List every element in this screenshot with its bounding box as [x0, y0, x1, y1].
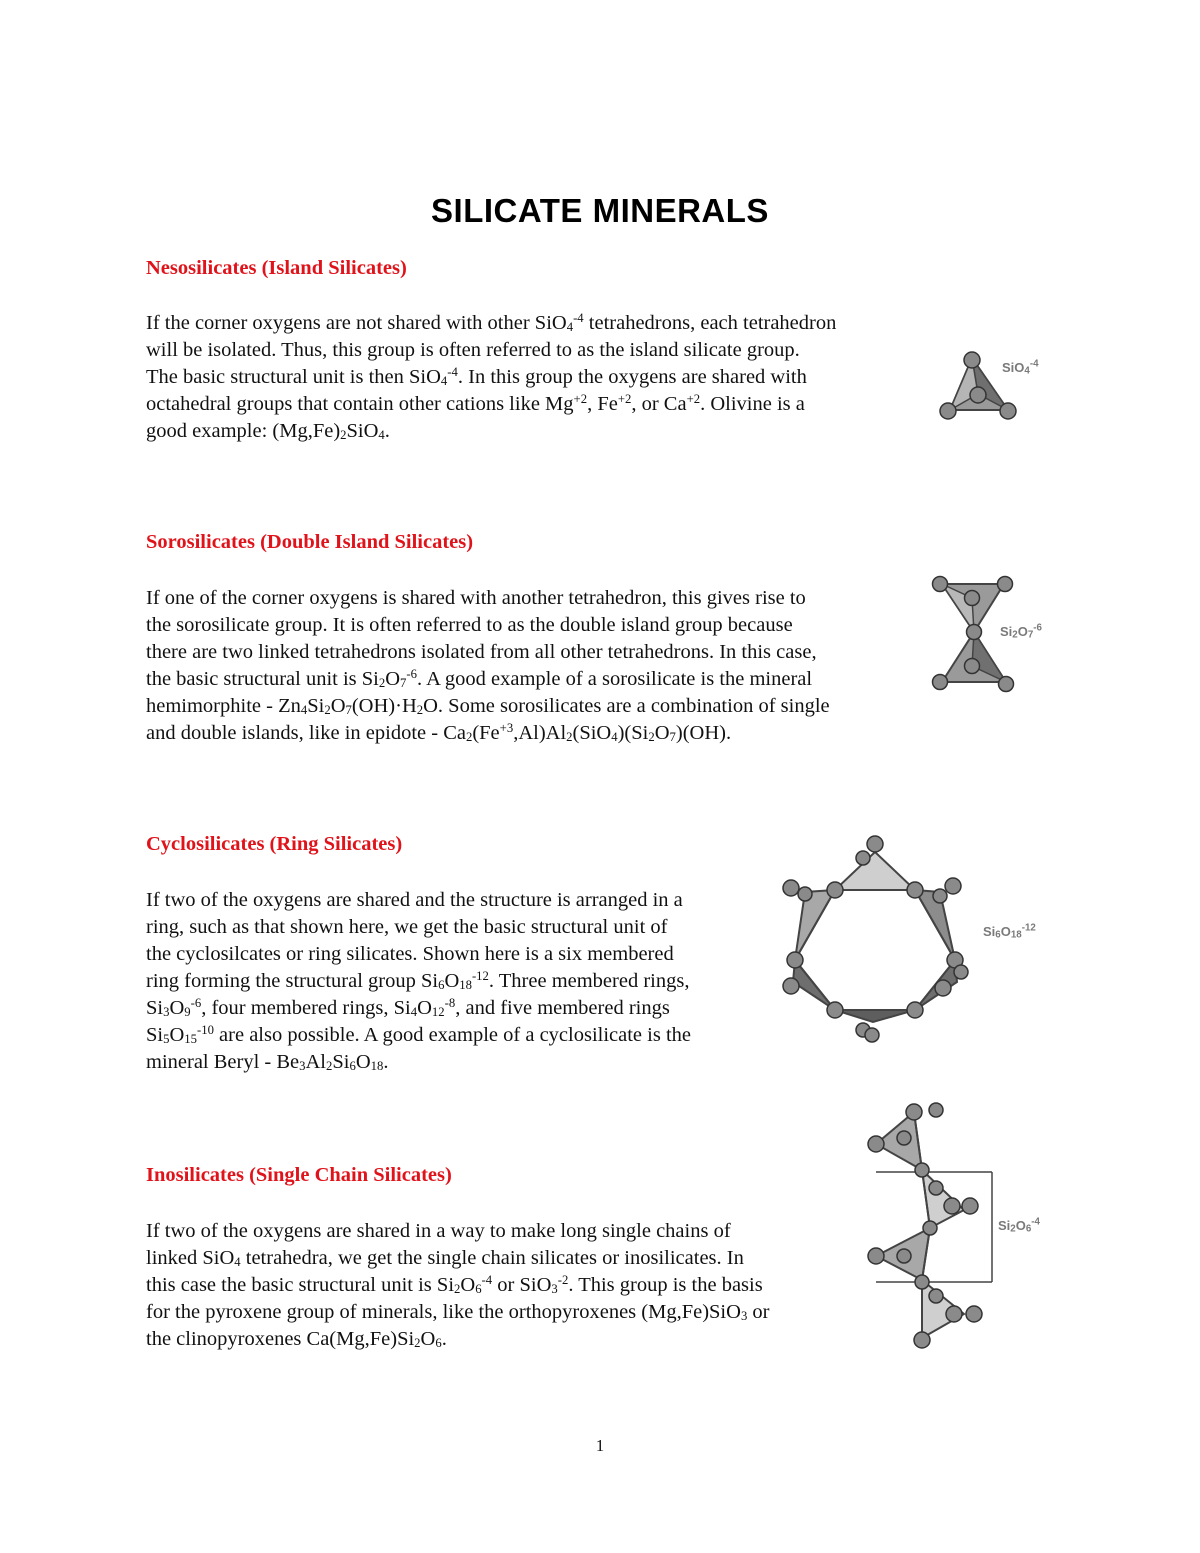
paragraph-line: linked SiO$_4$ tetrahedra, we get the single chain silicates or inosilicates. In — [146, 1247, 744, 1269]
si2o7-formula-label: $Si_2O_7^{-6}$ — [1000, 622, 1042, 641]
paragraph-line: If two of the oxygens are shared in a way to make long single chains of — [146, 1220, 731, 1242]
section-paragraph-cyclosilicates — [146, 887, 691, 1076]
paragraph-line: ring, such as that shown here, we get the basic structural unit of — [146, 916, 668, 938]
paragraph-line: this case the basic structural unit is $Si_2O_6^{-4}$ or SiO$_3^{-2}$. This group is the basis — [146, 1273, 763, 1296]
paragraph-line: will be isolated. Thus, this group is often referred to as the island silicate group. — [146, 339, 800, 361]
paragraph-line: the cyclosilcates or ring silicates. Shown here is a six membered — [146, 943, 674, 965]
page-title: SILICATE MINERALS — [431, 192, 769, 229]
paragraph-line: ring forming the structural group $Si_6O_{18}^{-12}$. Three membered rings, — [146, 969, 690, 992]
section-heading-nesosilicates: Nesosilicates (Island Silicates) — [146, 257, 407, 279]
paragraph-line: the sorosilicate group. It is often referred to as the double island group because — [146, 614, 793, 636]
paragraph-line: and double islands, like in epidote - $Ca_2(Fe^{+3},Al)Al_2(SiO_4)(Si_2O_7)(OH)$. — [146, 721, 732, 744]
section-paragraph-sorosilicates — [146, 585, 830, 747]
si2o6-single-chain-figure — [862, 1100, 1002, 1355]
paragraph-line: mineral Beryl - $Be_3Al_2Si_6O_{18}$. — [146, 1051, 389, 1073]
section-heading-inosilicates: Inosilicates (Single Chain Silicates) — [146, 1164, 452, 1186]
paragraph-line: good example: $(Mg,Fe)_2SiO_4$. — [146, 420, 390, 442]
si6o18-ring-figure — [775, 830, 975, 1045]
section-paragraph-nesosilicates — [146, 310, 836, 445]
paragraph-line: If one of the corner oxygens is shared with another tetrahedron, this gives rise to — [146, 587, 806, 609]
paragraph-line: the basic structural unit is $Si_2O_7^{-6}$. A good example of a sorosilicate is the mineral — [146, 667, 813, 690]
section-paragraph-inosilicates — [146, 1218, 770, 1353]
si2o6-formula-label: $Si_2O_6^{-4}$ — [998, 1216, 1040, 1235]
sio4-formula-label: SiO$_4^{-4}$ — [1002, 358, 1039, 377]
si6o18-formula-label: $Si_6O_{18}^{-12}$ — [983, 922, 1036, 941]
paragraph-line: the clinopyroxenes $Ca(Mg,Fe)Si_2O_6$. — [146, 1328, 447, 1350]
section-heading-sorosilicates: Sorosilicates (Double Island Silicates) — [146, 531, 474, 553]
paragraph-line: The basic structural unit is then SiO$_4^{-4}$. In this group the oxygens are shared with — [146, 365, 807, 388]
paragraph-line: there are two linked tetrahedrons isolated from all other tetrahedrons. In this case, — [146, 641, 817, 663]
paragraph-line: $Si_3O_9^{-6}$, four membered rings, $Si_4O_{12}^{-8}$, and five membered rings — [146, 996, 670, 1019]
paragraph-line: $Si_5O_{15}^{-10}$ are also possible. A good example of a cyclosilicate is the — [146, 1023, 691, 1046]
paragraph-line: If two of the oxygens are shared and the structure is arranged in a — [146, 889, 683, 911]
section-heading-cyclosilicates: Cyclosilicates (Ring Silicates) — [146, 833, 403, 855]
paragraph-line: octahedral groups that contain other cations like $Mg^{+2}$, $Fe^{+2}$, or $Ca^{+2}$. Olivine is a — [146, 392, 805, 415]
paragraph-line: If the corner oxygens are not shared with other SiO$_4^{-4}$ tetrahedrons, each tetrahedron — [146, 311, 837, 334]
paragraph-line: for the pyroxene group of minerals, like the orthopyroxenes (Mg,Fe)SiO$_3$ or — [146, 1301, 770, 1323]
page-number: 1 — [595, 1436, 605, 1455]
paragraph-line: hemimorphite - $Zn_4Si_2O_7(OH)\cdot H_2O$. Some sorosilicates are a combination of single — [146, 695, 830, 717]
